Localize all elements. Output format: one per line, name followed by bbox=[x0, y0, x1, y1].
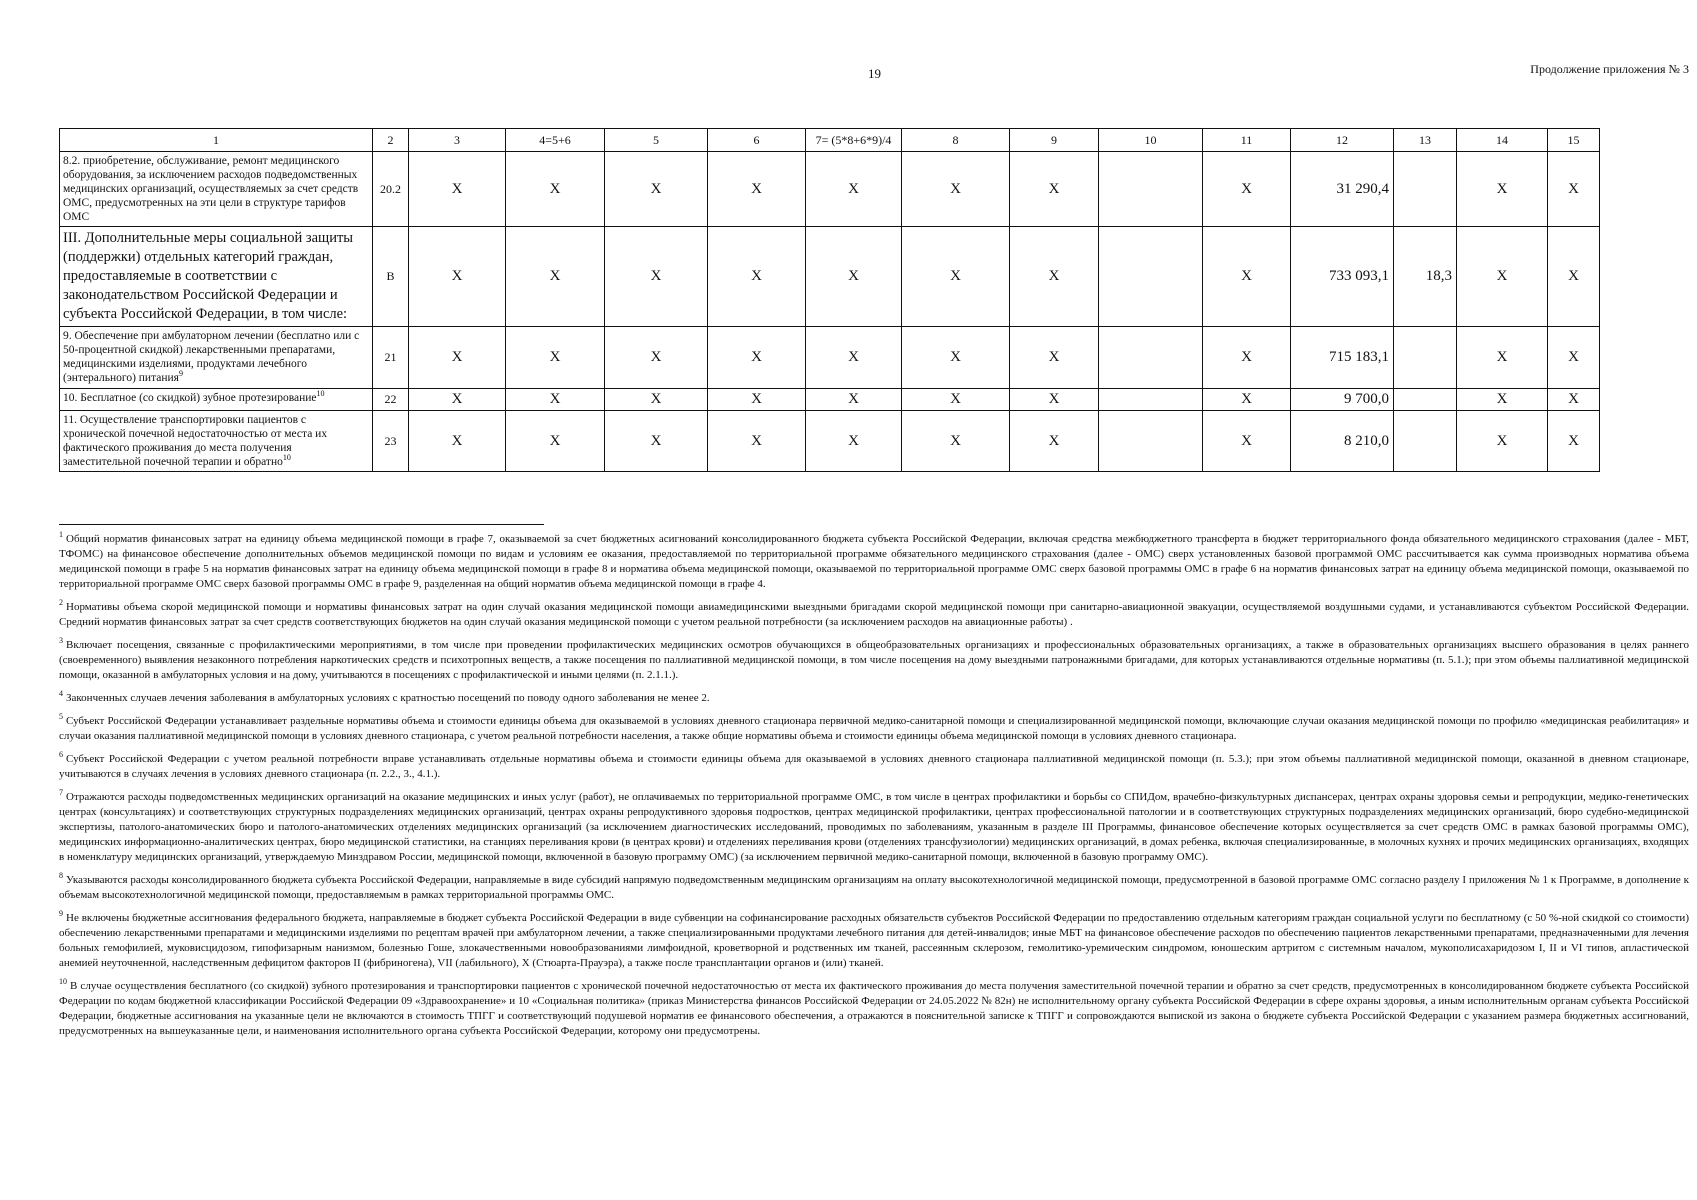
column-header: 5 bbox=[605, 129, 708, 152]
table-cell: Х bbox=[902, 389, 1010, 411]
table-cell bbox=[1099, 389, 1203, 411]
table-row bbox=[60, 227, 1600, 327]
table-cell: Х bbox=[1203, 389, 1291, 411]
footnote-mark: 6 bbox=[59, 750, 63, 760]
column-header: 12 bbox=[1291, 129, 1394, 152]
row-name-text: III. Дополнительные меры социальной защиты (поддержки) отдельных категорий граждан, предоставляемые в соответствии с законодательством Российской Федерации и субъекта Российской Федерации, в том числе: bbox=[63, 230, 354, 322]
column-header: 15 bbox=[1548, 129, 1600, 152]
column-header: 14 bbox=[1457, 129, 1548, 152]
footnote-text: В случае осуществления бесплатного (со скидкой) зубного протезирования и транспортировки пациентов с хронической почечной недостаточностью от места их фактического проживания до места получения заместительной почечной терапии и обратно за счет средств, предусмотренных в консолидированном бюджете субъекта Российской Федерации по кодам бюджетной классификации Российской Федерации 09 «Здравоохранение» и 10 «Социальная политика» (приказ Министерства финансов Российской Федерации от 24.05.2022 № 82н) не исполнительному органу субъекта Российской Федерации в сфере охраны здоровья, а иным исполнительным органам субъекта Российской Федерации, бюджетные ассигнования на указанные цели не включаются в стоимость ТПГГ и соответствующий подушевой норматив ее финансового обеспечения, а отражаются в пояснительной записке к ТПГГ и сопровождаются выпиской из закона о бюджете субъекта Российской Федерации с указанием размера бюджетных ассигнований, предусмотренных на вышеуказанные цели, и наименования исполнительного органа субъекта Российской Федерации, которому они предусмотрены. bbox=[59, 980, 1689, 1037]
column-header: 4=5+6 bbox=[506, 129, 605, 152]
expenditure-table bbox=[59, 128, 1600, 472]
row-code: 23 bbox=[373, 411, 409, 472]
footnote-mark: 1 bbox=[59, 530, 63, 540]
table-cell: Х bbox=[506, 389, 605, 411]
footnote-text: Законченных случаев лечения заболевания в амбулаторных условиях с кратностью посещений по поводу одного заболевания не менее 2. bbox=[66, 692, 710, 704]
column-header: 13 bbox=[1394, 129, 1457, 152]
table-cell: Х bbox=[1203, 227, 1291, 327]
footnote bbox=[59, 979, 1689, 1039]
column-header: 7= (5*8+6*9)/4 bbox=[806, 129, 902, 152]
table-cell: Х bbox=[806, 327, 902, 389]
table-cell: Х bbox=[409, 411, 506, 472]
table-cell: Х bbox=[1457, 152, 1548, 227]
table-cell bbox=[1394, 411, 1457, 472]
column-header: 2 bbox=[373, 129, 409, 152]
table-cell bbox=[1394, 327, 1457, 389]
table-cell: 18,3 bbox=[1394, 227, 1457, 327]
footnotes bbox=[59, 532, 1689, 1047]
table-cell: Х bbox=[1010, 389, 1099, 411]
footnote-mark: 2 bbox=[59, 598, 63, 608]
table-cell: 715 183,1 bbox=[1291, 327, 1394, 389]
table-cell: Х bbox=[506, 327, 605, 389]
table-cell: Х bbox=[806, 152, 902, 227]
table-cell: Х bbox=[605, 152, 708, 227]
table-cell: Х bbox=[902, 411, 1010, 472]
table-cell bbox=[1099, 327, 1203, 389]
table-cell: Х bbox=[1010, 152, 1099, 227]
table-cell: Х bbox=[605, 389, 708, 411]
table-cell: Х bbox=[1010, 227, 1099, 327]
table-cell: Х bbox=[902, 327, 1010, 389]
table-cell: Х bbox=[409, 227, 506, 327]
column-header: 1 bbox=[60, 129, 373, 152]
table-cell: Х bbox=[708, 227, 806, 327]
table-cell: Х bbox=[506, 227, 605, 327]
table-cell: Х bbox=[409, 389, 506, 411]
table-row bbox=[60, 389, 1600, 411]
table-cell: 31 290,4 bbox=[1291, 152, 1394, 227]
footnote-mark: 10 bbox=[59, 977, 67, 987]
table-cell bbox=[1099, 152, 1203, 227]
table-cell: Х bbox=[902, 152, 1010, 227]
row-code: В bbox=[373, 227, 409, 327]
table-cell bbox=[1394, 152, 1457, 227]
row-name-text: 11. Осуществление транспортировки пациентов с хронической почечной недостаточностью от места их фактического проживания до места получения заместительной почечной терапии и обратно bbox=[63, 414, 328, 468]
table-cell: Х bbox=[506, 152, 605, 227]
footnote bbox=[59, 532, 1689, 592]
footnote-mark: 3 bbox=[59, 636, 63, 646]
table-row bbox=[60, 411, 1600, 472]
column-header: 3 bbox=[409, 129, 506, 152]
row-code: 21 bbox=[373, 327, 409, 389]
footnote bbox=[59, 752, 1689, 782]
footnote-mark: 4 bbox=[59, 689, 63, 699]
table-row bbox=[60, 152, 1600, 227]
footnote-text: Общий норматив финансовых затрат на единицу объема медицинской помощи в графе 7, оказываемой за счет бюджетных асигнований консолидированного бюджета субъекта Российской Федерации, включая средства межбюджетного трансферта в бюджет территориального фонда обязательного медицинского страхования (далее - МБТ, ТФОМС) на финансовое обеспечение дополнительных объемов медицинской помощи по видам и условиям ее оказания, предоставляемой по территориальной программе обязательного медицинского страхования (далее - ОМС) сверх установленных базовой программой ОМС рассчитывается как сумма производных норматива объема медицинской помощи в графе 5 на норматив финансовых затрат на единицу объема медицинской помощи в графе 8 и норматива объема медицинской помощи, оказываемой по территориальной программе ОМС сверх базовой программы ОМС в графе 6 на норматив финансовых затрат на единицу объема медицинской помощи, оказываемой по территориальной программе ОМС сверх базовой программы ОМС в графе 9, разделенная на общий норматив объема медицинской помощи в графе 4. bbox=[59, 533, 1689, 590]
row-name-text: 8.2. приобретение, обслуживание, ремонт медицинского оборудования, за исключением расходов подведомственных медицинских организаций, осуществляемых за счет средств ОМС, предусмотренных на эти цели в структуре тарифов ОМС bbox=[63, 155, 359, 223]
table-cell: Х bbox=[1203, 411, 1291, 472]
row-code: 22 bbox=[373, 389, 409, 411]
column-header: 10 bbox=[1099, 129, 1203, 152]
table-cell: Х bbox=[708, 327, 806, 389]
footnote bbox=[59, 790, 1689, 865]
row-name bbox=[60, 327, 373, 389]
table-cell: Х bbox=[409, 327, 506, 389]
table-cell: Х bbox=[1457, 327, 1548, 389]
footnote bbox=[59, 638, 1689, 683]
footnote-text: Указываются расходы консолидированного бюджета субъекта Российской Федерации, направляемые в виде субсидий напрямую подведомственным медицинским организациям на оплату высокотехнологичной медицинской помощи, предусмотренной в базовой программе ОМС согласно разделу I приложения № 1 к Программе, в дополнение к объемам высокотехнологичной медицинской помощи, предоставляемым в рамках территориальной программы ОМС. bbox=[59, 874, 1689, 901]
footnote bbox=[59, 873, 1689, 903]
footnote-text: Субъект Российской Федерации с учетом реальной потребности вправе устанавливать отдельные нормативы объема и стоимости единицы объема для оказываемой в условиях дневного стационара паллиативной медицинской помощи (п. 5.3.); при этом объемы паллиативной медицинской помощи, оказанной в дневном стационаре, учитываются в случаях лечения в условиях дневного стационара (п. 2.2., 3., 4.1.). bbox=[59, 753, 1689, 780]
table-cell: Х bbox=[1548, 411, 1600, 472]
footnote-mark: 8 bbox=[59, 871, 63, 881]
table-cell: Х bbox=[1010, 411, 1099, 472]
footnote-text: Нормативы объема скорой медицинской помощи и нормативы финансовых затрат на один случай оказания медицинской помощи авиамедицинскими выездными бригадами скорой медицинской помощи при санитарно-авиационной эвакуации, осуществляемой воздушными судами, и устанавливаются субъектом Российской Федерации. Средний норматив финансовых затрат за счет средств соответствующих бюджетов на один случай оказания медицинской помощи с учетом реальной потребности (за исключением расходов на авиационные работы) . bbox=[59, 601, 1689, 628]
table-cell: Х bbox=[1457, 389, 1548, 411]
table-cell: Х bbox=[1548, 152, 1600, 227]
row-name bbox=[60, 227, 373, 327]
column-header: 6 bbox=[708, 129, 806, 152]
row-name-text: 9. Обеспечение при амбулаторном лечении (бесплатно или с 50-процентной скидкой) лекарственными препаратами, медицинскими изделиями, продуктами лечебного (энтерального) питания bbox=[63, 330, 360, 384]
footnote-ref: 9 bbox=[178, 369, 183, 379]
table-row bbox=[60, 327, 1600, 389]
table-cell: Х bbox=[1203, 327, 1291, 389]
row-name bbox=[60, 389, 373, 411]
footnote bbox=[59, 691, 1689, 706]
table-cell: Х bbox=[1457, 227, 1548, 327]
table-cell bbox=[1099, 227, 1203, 327]
table-cell: Х bbox=[1457, 411, 1548, 472]
row-name-text: 10. Бесплатное (со скидкой) зубное протезирование bbox=[63, 392, 317, 404]
table-cell bbox=[1394, 389, 1457, 411]
column-header: 9 bbox=[1010, 129, 1099, 152]
row-name bbox=[60, 152, 373, 227]
table-cell: Х bbox=[1548, 227, 1600, 327]
table-cell: 8 210,0 bbox=[1291, 411, 1394, 472]
footnote-ref: 10 bbox=[316, 389, 325, 399]
table-cell: Х bbox=[806, 389, 902, 411]
table-cell: Х bbox=[1010, 327, 1099, 389]
footnote-text: Включает посещения, связанные с профилактическими мероприятиями, в том числе при проведении профилактических медицинских осмотров обучающихся в общеобразовательных организациях и профессиональных образовательных организациях, а также в образовательных организациях высшего образования в целях раннего (своевременного) выявления незаконного потребления наркотических средств и психотропных веществ, а также посещения по паллиативной медицинской помощи, в том числе посещения на дому выездными патронажными бригадами, для которых устанавливаются отдельные нормативы (п. 5.1.); при этом объемы паллиативной медицинской помощи, оказанной в амбулаторных условия и на дому, учитываются в посещениях с профилактической и иными целями (п. 2.1.1.). bbox=[59, 639, 1689, 681]
table-cell: Х bbox=[1548, 389, 1600, 411]
row-name bbox=[60, 411, 373, 472]
row-code: 20.2 bbox=[373, 152, 409, 227]
footnote-mark: 9 bbox=[59, 909, 63, 919]
column-header: 8 bbox=[902, 129, 1010, 152]
table-cell: Х bbox=[902, 227, 1010, 327]
table-cell: Х bbox=[806, 411, 902, 472]
footnote-divider bbox=[59, 524, 544, 525]
footnote bbox=[59, 911, 1689, 971]
table-cell: Х bbox=[605, 327, 708, 389]
table-cell: 733 093,1 bbox=[1291, 227, 1394, 327]
table-cell: Х bbox=[806, 227, 902, 327]
footnote bbox=[59, 714, 1689, 744]
continuation-label: Продолжение приложения № 3 bbox=[1530, 62, 1689, 76]
footnote-text: Субъект Российской Федерации устанавливает раздельные нормативы объема и стоимости единицы объема для оказываемой в условиях дневного стационара первичной медико-санитарной помощи и специализированной медицинской помощи, включающие случаи оказания медицинской помощи по профилю «медицинская реабилитация» и случаи оказания паллиативной медицинской помощи в условиях дневного стационара, с учетом реальной потребности населения, а также общие нормативы объема и стоимости единицы объема медицинской помощи в условиях дневного стационара. bbox=[59, 715, 1689, 742]
page-number: 19 bbox=[868, 66, 881, 81]
column-header: 11 bbox=[1203, 129, 1291, 152]
table-cell: Х bbox=[708, 389, 806, 411]
footnote-text: Отражаются расходы подведомственных медицинских организаций на оказание медицинских и иных услуг (работ), не оплачиваемых по территориальной программе ОМС, в том числе в центрах профилактики и борьбы со СПИДом, врачебно-физкультурных диспансерах, центрах охраны здоровья семьи и репродукции, медико-генетических центрах (консультациях) и соответствующих структурных подразделениях медицинских организаций, центрах охраны репродуктивного здоровья подростков, центрах медицинской профилактики, центрах профессиональной патологии и в соответствующих структурных подразделениях медицинских организаций, бюро судебно-медицинской экспертизы, патолого-анатомических бюро и патолого-анатомических отделениях медицинских организаций (за исключением диагностических исследований, проводимых по заболеваниям, указанным в разделе III Программы, финансовое обеспечение которых осуществляется за счет средств ОМС в рамках базовой программы ОМС), медицинских информационно-аналитических центрах, бюро медицинской статистики, на станциях переливания крови (в центрах крови) и отделениях переливания крови (отделениях трансфузиологии) медицинских организаций, в домах ребенка, включая специализированные, в молочных кухнях и прочих медицинских организациях, входящих в номенклатуру медицинских организаций, утверждаемую Минздравом России, медицинской помощи, включенной в базовую программу ОМС) (за исключением первичной медико-санитарной помощи, включенной в базовую программу ОМС). bbox=[59, 791, 1689, 863]
footnote bbox=[59, 600, 1689, 630]
footnote-ref: 10 bbox=[282, 453, 291, 463]
table-cell bbox=[1099, 411, 1203, 472]
table-body bbox=[60, 129, 1600, 472]
table-cell: 9 700,0 bbox=[1291, 389, 1394, 411]
table-cell: Х bbox=[605, 411, 708, 472]
table-cell: Х bbox=[1203, 152, 1291, 227]
table-cell: Х bbox=[708, 152, 806, 227]
header-row bbox=[60, 129, 1600, 152]
footnote-mark: 7 bbox=[59, 788, 63, 798]
table-cell: Х bbox=[708, 411, 806, 472]
table-cell: Х bbox=[605, 227, 708, 327]
table-cell: Х bbox=[506, 411, 605, 472]
table-cell: Х bbox=[1548, 327, 1600, 389]
table-cell: Х bbox=[409, 152, 506, 227]
footnote-mark: 5 bbox=[59, 712, 63, 722]
footnote-text: Не включены бюджетные ассигнования федерального бюджета, направляемые в бюджет субъекта Российской Федерации в виде субвенции на софинансирование расходных обязательств субъектов Российской Федерации по предоставлению отдельным категориям граждан социальной услуги по бесплатному (с 50 %-ной скидкой со стоимости) обеспечению лекарственными препаратами и медицинскими изделиями по рецептам врачей при амбулаторном лечении, а также специализированными продуктами лечебного питания для детей-инвалидов; иные МБТ на финансовое обеспечение расходов по обеспечению пациентов лекарственными препаратами, предназначенными для лечения больных гемофилией, муковисцидозом, гипофизарным нанизмом, болезнью Гоше, злокачественными новообразованиями лимфоидной, кроветворной и родственных им тканей, рассеянным склерозом, гемолитико-уремическим синдромом, юношеским артритом с системным началом, мукополисахаридозом I, II и VI типов, апластической анемией неуточненной, наследственным дефицитом факторов II (фибриногена), VII (лабильного), X (Стюарта-Прауэра), а также после трансплантации органов и (или) тканей. bbox=[59, 912, 1689, 969]
